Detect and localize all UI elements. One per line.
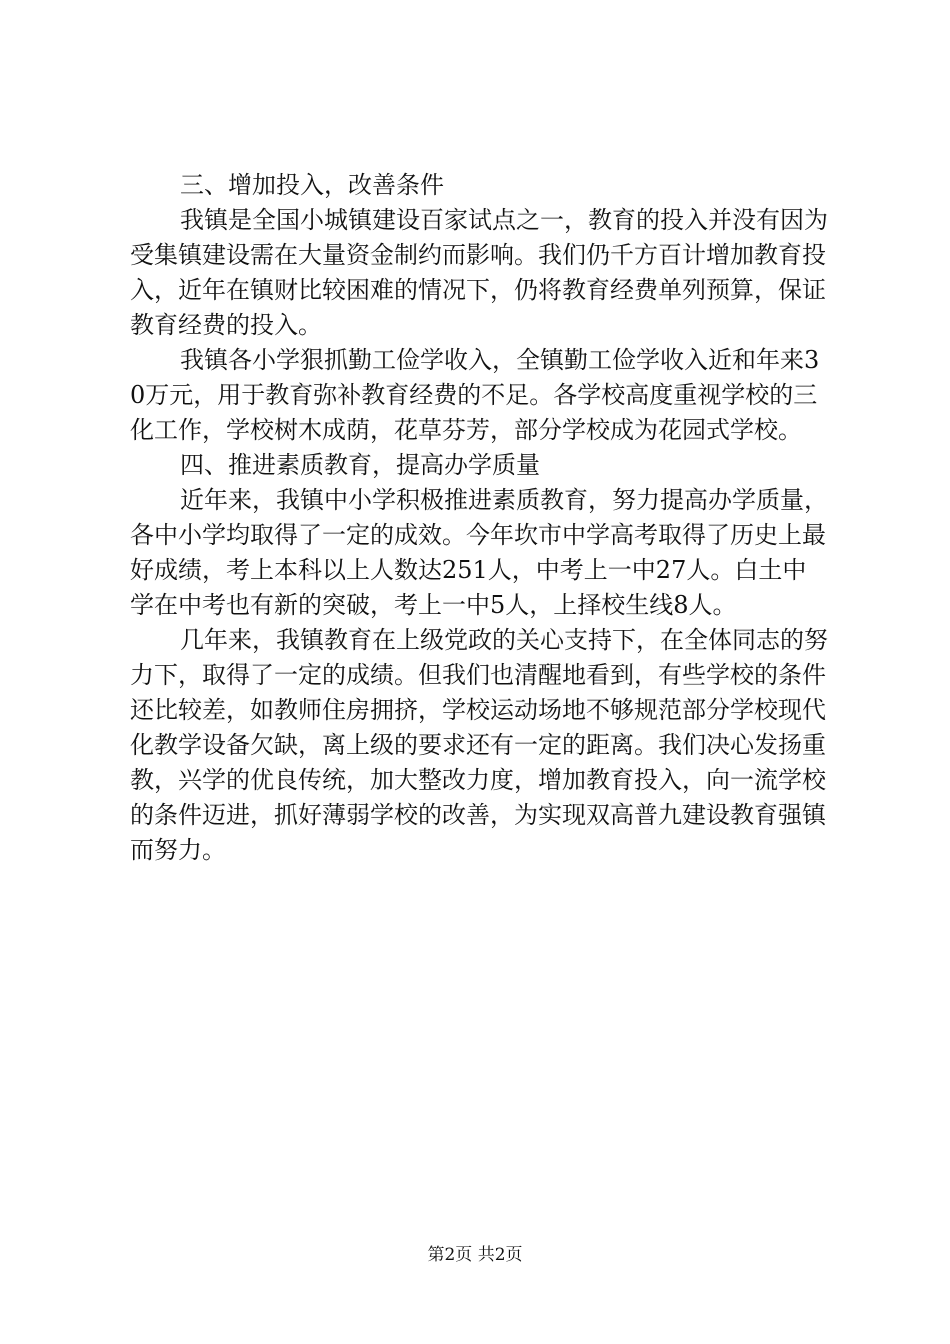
paragraph: 几年来，我镇教育在上级党政的关心支持下，在全体同志的努力下，取得了一定的成绩。但我们也清醒地看到，有些学校的条件还比较差，如教师住房拥挤，学校运动场地不够规范部分学校现代化教学设备欠缺，离上级的要求还有一定的距离。我们决心发扬重教，兴学的优良传统，加大整改力度，增加教育投入，向一流学校的条件迈进，抓好薄弱学校的改善，为实现双高普九建设教育强镇而努力。 <box>130 626 828 864</box>
paragraph: 近年来，我镇中小学积极推进素质教育，努力提高办学质量，各中小学均取得了一定的成效。今年坎市中学高考取得了历史上最好成绩，考上本科以上人数达251人，中考上一中27人。白土中学在中考也有新的突破，考上一中5人，上择校生线8人。 <box>130 486 828 619</box>
paragraph: 我镇是全国小城镇建设百家试点之一，教育的投入并没有因为受集镇建设需在大量资金制约而影响。我们仍千方百计增加教育投入，近年在镇财比较困难的情况下，仍将教育经费单列预算，保证教育经费的投入。 <box>130 206 828 339</box>
document-body <box>130 168 830 868</box>
page-number-footer: 第2页 共2页 <box>427 1245 523 1265</box>
section-heading: 三、增加投入，改善条件 <box>180 171 444 199</box>
section-heading: 四、推进素质教育，提高办学质量 <box>180 451 540 479</box>
paragraph: 我镇各小学狠抓勤工俭学收入，全镇勤工俭学收入近和年来30万元，用于教育弥补教育经费的不足。各学校高度重视学校的三化工作，学校树木成荫，花草芬芳，部分学校成为花园式学校。 <box>130 346 820 444</box>
